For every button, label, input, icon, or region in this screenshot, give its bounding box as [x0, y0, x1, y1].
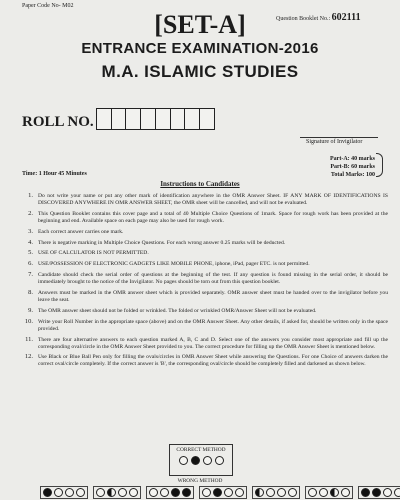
instruction-text: Use Black or Blue Ball Pen only for filling the ovals/circles in OMR Answer Sheet while answering the Questions. For one Choice of answers darken the correct oval/circle completely. If the correct answer is 'B', the corresponding oval/circle should be completely filled and darkened as shown below.	[38, 354, 388, 368]
example-bubble	[182, 488, 191, 497]
instructions-list	[16, 193, 388, 372]
example-bubble	[96, 488, 105, 497]
booklet-no-value: 602111	[331, 12, 361, 23]
roll-no-boxes[interactable]	[96, 108, 214, 130]
wrong-example-group	[358, 486, 400, 499]
instruction-text: There is negative marking in Multiple Choice Questions. For each wrong answer 0.25 marks will be deducted.	[38, 239, 286, 246]
answer-bubble-c	[203, 456, 212, 465]
roll-digit-box[interactable]	[170, 108, 186, 130]
example-bubble	[160, 488, 169, 497]
example-bubble	[383, 488, 392, 497]
instruction-item	[16, 354, 388, 368]
example-bubble	[330, 488, 339, 497]
roll-no-label: ROLL NO.	[22, 114, 94, 130]
instruction-text: Candidate should check the serial order of questions at the beginning of the test. If any question is found missing in the serial order, it should be immediately brought to the notice of the Invigilator. No pages should be torn out from this question booklet.	[38, 272, 388, 286]
example-bubble	[43, 488, 52, 497]
marks-total: Total Marks: 100	[330, 172, 375, 178]
instruction-number: 9.	[28, 306, 33, 314]
instructions-title: Instructions to Candidates	[160, 180, 240, 188]
paper-code: Paper Code No- M02	[22, 3, 74, 9]
instruction-number: 4.	[28, 238, 33, 246]
roll-digit-box[interactable]	[199, 108, 215, 130]
instruction-item	[16, 337, 388, 351]
instruction-item	[16, 308, 388, 315]
example-bubble	[107, 488, 116, 497]
example-bubble	[76, 488, 85, 497]
example-bubble	[171, 488, 180, 497]
instruction-number: 2.	[28, 209, 33, 217]
instruction-text: USE OF CALCULATOR IS NOT PERMITTED.	[38, 250, 149, 257]
example-bubble	[394, 488, 400, 497]
instruction-text: Answers must be marked in the OMR answer sheet which is provided separately. OMR answer sheet must be handed over to the invigilator before you leave the seat.	[38, 290, 388, 303]
correct-method-label: CORRECT METHOD	[176, 447, 226, 453]
example-bubble	[266, 488, 275, 497]
instruction-item	[16, 193, 388, 207]
example-bubble	[54, 488, 63, 497]
wrong-example-group	[146, 486, 194, 499]
instruction-number: 7.	[28, 271, 33, 279]
instruction-text: This Question Booklet contains this cover page and a total of 40 Multiple Choice Questions of 1mark. Space for rough work has been provided at the beginning and end. Available space on each page may also be used for rough work.	[38, 210, 388, 224]
instruction-item	[16, 272, 388, 286]
instruction-number: 6.	[28, 260, 33, 268]
instruction-number: 5.	[28, 249, 33, 257]
wrong-method-label: WRONG METHOD	[177, 478, 223, 484]
instruction-number: 10.	[24, 317, 33, 325]
instruction-number: 8.	[28, 289, 33, 297]
example-bubble	[277, 488, 286, 497]
example-bubble	[341, 488, 350, 497]
example-bubble	[255, 488, 264, 497]
marks-part-a: Part-A: 40 marks	[330, 156, 375, 162]
example-bubble	[361, 488, 370, 497]
roll-digit-box[interactable]	[96, 108, 112, 130]
instruction-item	[16, 319, 388, 333]
answer-bubble-d	[215, 456, 224, 465]
answer-bubble-a	[179, 456, 188, 465]
wrong-example-group	[305, 486, 353, 499]
wrong-example-group	[252, 486, 300, 499]
instruction-item	[16, 261, 388, 268]
marks-brace	[376, 153, 383, 177]
set-label: [SET-A]	[154, 10, 246, 39]
instruction-text: Write your Roll Number in the appropriate space (above) and on the OMR Answer Sheet. Any other details, if asked for, should be written only in the space provided.	[38, 318, 388, 332]
example-bubble	[308, 488, 317, 497]
example-bubble	[118, 488, 127, 497]
correct-bubbles	[170, 456, 232, 465]
instruction-item	[16, 211, 388, 225]
exam-time: Time: 1 Hour 45 Minutes	[22, 171, 87, 177]
wrong-example-group	[199, 486, 247, 499]
marks-part-b: Part-B: 60 marks	[330, 164, 375, 170]
instruction-number: 1.	[28, 192, 33, 199]
example-bubble	[202, 488, 211, 497]
instruction-text: There are four alternative answers to each question marked A, B, C and D. Select one of the answers you consider most appropriate and fill up the corresponding oval/circle in the OMR Answer Sheet provided to you. The correct procedure for filling up the OMR Answer Sheet is mentioned below.	[38, 336, 388, 350]
roll-digit-box[interactable]	[111, 108, 127, 130]
wrong-method-examples	[40, 486, 400, 499]
example-bubble	[224, 488, 233, 497]
booklet-label: Question Booklet No.:	[276, 16, 331, 22]
instruction-text: The OMR answer sheet should not be folded or wrinkled. The folded or wrinkled OMR/Answer Sheet will not be evaluated.	[38, 307, 317, 314]
example-bubble	[372, 488, 381, 497]
subject-title: M.A. ISLAMIC STUDIES	[101, 62, 299, 81]
exam-title: ENTRANCE EXAMINATION-2016	[81, 40, 319, 57]
instruction-number: 3.	[28, 227, 33, 235]
wrong-example-group	[93, 486, 141, 499]
instruction-item	[16, 250, 388, 257]
example-bubble	[129, 488, 138, 497]
instruction-item	[16, 290, 388, 304]
example-bubble	[213, 488, 222, 497]
example-bubble	[319, 488, 328, 497]
instruction-text: Each correct answer carries one mark.	[38, 228, 124, 235]
instruction-item	[16, 229, 388, 236]
instruction-number: 11.	[25, 335, 33, 343]
roll-digit-box[interactable]	[155, 108, 171, 130]
answer-bubble-b	[191, 456, 200, 465]
instruction-number: 12.	[24, 353, 33, 361]
invigilator-signature-line[interactable]	[300, 137, 378, 138]
correct-method-box	[169, 444, 233, 476]
marks-summary	[330, 155, 375, 179]
wrong-example-group	[40, 486, 88, 499]
instruction-text: Do not write your name or put any other mark of identification anywhere in the OMR Answer Sheet. IF ANY MARK OF IDENTIFICATIONS IS DISCOVERED ANYWHERE IN OMR ANSWER SHEET, the OMR sheet will be cancelled, and will not be evaluated.	[38, 193, 388, 206]
example-bubble	[288, 488, 297, 497]
invigilator-label: Signature of Invigilator	[306, 139, 363, 145]
instruction-item	[16, 240, 388, 247]
roll-digit-box[interactable]	[184, 108, 200, 130]
roll-digit-box[interactable]	[125, 108, 141, 130]
roll-digit-box[interactable]	[140, 108, 156, 130]
example-bubble	[235, 488, 244, 497]
example-bubble	[65, 488, 74, 497]
instruction-text: USE/POSSESSION OF ELECTRONIC GADGETS LIKE MOBILE PHONE, iphone, iPad, pager ETC. is not permitted.	[38, 261, 310, 268]
example-bubble	[149, 488, 158, 497]
